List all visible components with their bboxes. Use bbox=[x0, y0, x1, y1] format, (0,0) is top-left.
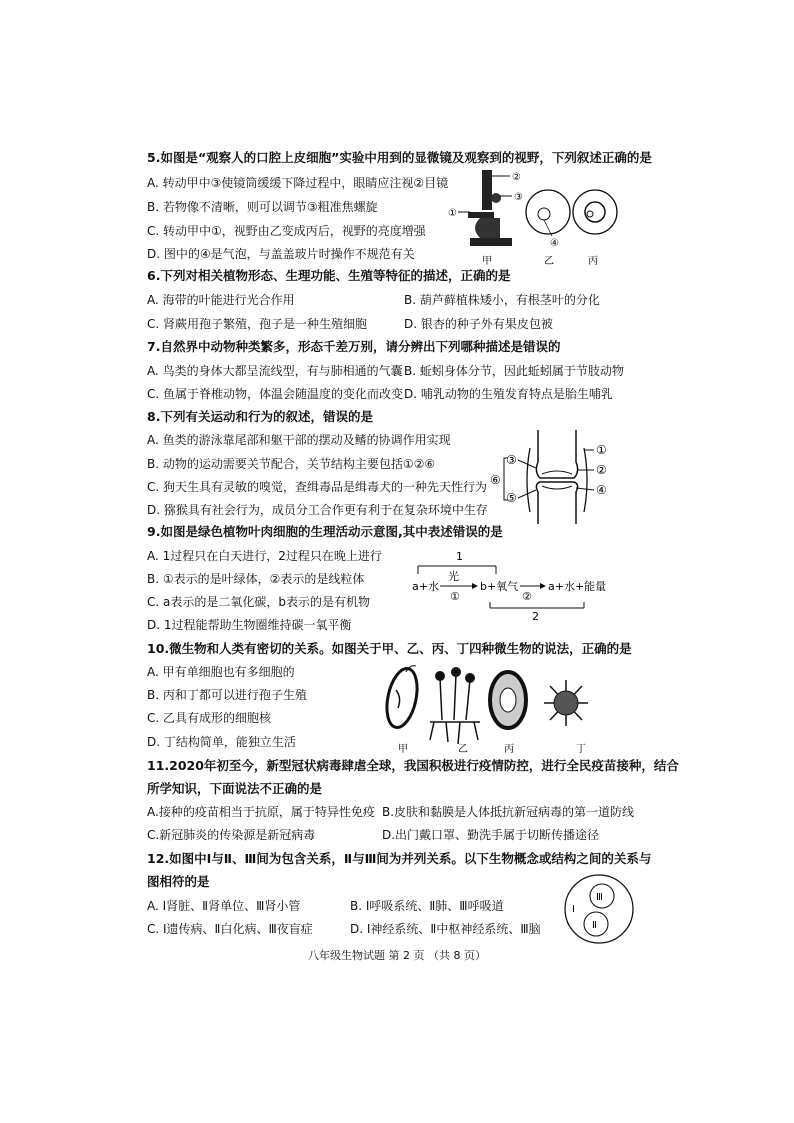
label-jia: 甲 bbox=[398, 744, 408, 755]
label-3: ③ bbox=[514, 192, 523, 203]
q9-option-a: A. 1过程只在白天进行，2过程只在晚上进行 bbox=[147, 549, 382, 563]
label-1: ① bbox=[448, 208, 457, 219]
lower-bone bbox=[536, 482, 577, 524]
microorganisms-figure bbox=[380, 660, 598, 756]
coarse-adjustment-knob bbox=[491, 193, 501, 203]
q10-option-a: A. 甲有单细胞也有多细胞的 bbox=[147, 665, 295, 679]
label-2: ② bbox=[512, 172, 521, 183]
q7-option-a: A. 鸟类的身体大都呈流线型，有与肺相通的气囊 bbox=[147, 364, 403, 378]
q12-stem-line2: 图相符的是 bbox=[147, 874, 210, 889]
joint-figure bbox=[488, 428, 618, 528]
microscope-tube bbox=[482, 170, 492, 210]
label-4: ④ bbox=[550, 238, 559, 249]
field-of-view-bing bbox=[573, 190, 617, 234]
q5-option-a: A. 转动甲中③使镜筒缓缓下降过程中，眼睛应注视②目镜 bbox=[147, 176, 449, 190]
q11-option-c: C.新冠肺炎的传染源是新冠病毒 bbox=[147, 828, 316, 842]
q9-option-c: C. a表示的是二氧化碳，b表示的是有机物 bbox=[147, 595, 370, 609]
q8-option-b: B. 动物的运动需要关节配合，关节结构主要包括①②⑥ bbox=[147, 457, 436, 471]
label-ding: 丁 bbox=[576, 744, 586, 755]
q6-option-c: C. 肾蕨用孢子繁殖，孢子是一种生殖细胞 bbox=[147, 317, 368, 331]
q8-option-a: A. 鱼类的游泳靠尾部和躯干部的摆动及鳍的协调作用实现 bbox=[147, 433, 451, 447]
organelle-1-label: ① bbox=[450, 590, 460, 603]
label-bing: 丙 bbox=[588, 256, 598, 267]
microscope-figure bbox=[440, 168, 620, 268]
q11-option-b: B.皮肤和黏膜是人体抵抗新冠病毒的第一道防线 bbox=[382, 805, 635, 819]
process-2-label: 2 bbox=[532, 610, 539, 623]
virus-capsid bbox=[554, 691, 578, 715]
q7-option-d: D. 哺乳动物的生殖发育特点是胎生哺乳 bbox=[404, 387, 613, 401]
q12-stem-line1: 12.如图中Ⅰ与Ⅱ、Ⅲ间为包含关系，Ⅱ与Ⅲ间为并列关系。以下生物概念或结构之间的关系与 bbox=[147, 851, 652, 866]
label-yi: 乙 bbox=[458, 744, 468, 755]
q8-option-c: C. 狗天生具有灵敏的嗅觉，查缉毒品是缉毒犬的一种先天性行为 bbox=[147, 480, 488, 494]
q9-option-b: B. ①表示的是叶绿体，②表示的是线粒体 bbox=[147, 572, 365, 586]
joint-capsule-right bbox=[584, 448, 587, 512]
mold-sporangium bbox=[435, 671, 445, 681]
bacterium-cell bbox=[382, 666, 422, 731]
q7-option-b: B. 蚯蚓身体分节，因此蚯蚓属于节肢动物 bbox=[404, 364, 624, 378]
q10-option-d: D. 丁结构简单，能独立生活 bbox=[147, 735, 296, 749]
photosynthesis-respiration-figure bbox=[408, 546, 607, 623]
label-1: ① bbox=[596, 443, 607, 457]
q10-option-b: B. 丙和丁都可以进行孢子生殖 bbox=[147, 688, 307, 702]
q12-option-d: D. Ⅰ神经系统、Ⅱ中枢神经系统、Ⅲ脑 bbox=[350, 922, 541, 936]
process-1-label: 1 bbox=[456, 550, 463, 563]
q8-option-d: D. 猕猴具有社会行为，成员分工合作更有利于在复杂环境中生存 bbox=[147, 503, 488, 517]
bubble-yi bbox=[538, 208, 550, 220]
q7-stem: 7.自然界中动物种类繁多，形态千差万别，请分辨出下列哪种描述是错误的 bbox=[147, 339, 561, 354]
mold-hyphae bbox=[430, 674, 480, 744]
q11-option-a: A.接种的疫苗相当于抗原，属于特异性免疫 bbox=[147, 805, 375, 819]
q5-option-d: D. 图中的④是气泡，与盖盖玻片时操作不规范有关 bbox=[147, 247, 415, 261]
label-yi: 乙 bbox=[544, 256, 554, 267]
q5-stem: 5.如图是“观察人的口腔上皮细胞”实验中用到的显微镜及观察到的视野，下列叙述正确的是 bbox=[147, 150, 652, 165]
products: a+水+能量 bbox=[548, 580, 607, 593]
light-label: 光 bbox=[448, 570, 459, 583]
q10-option-c: C. 乙具有成形的细胞核 bbox=[147, 711, 272, 725]
q6-option-b: B. 葫芦藓植株矮小，有根茎叶的分化 bbox=[404, 293, 600, 307]
q6-stem: 6.下列对相关植物形态、生理功能、生殖等特征的描述，正确的是 bbox=[147, 268, 511, 283]
q7-option-c: C. 鱼属于脊椎动物，体温会随温度的变化而改变 bbox=[147, 387, 404, 401]
venn-figure bbox=[562, 872, 636, 946]
intermediate: b+氧气 bbox=[480, 580, 519, 593]
microscope-base bbox=[470, 238, 512, 246]
organelle-2-label: ② bbox=[522, 590, 532, 603]
q8-stem: 8.下列有关运动和行为的叙述，错误的是 bbox=[147, 409, 373, 424]
label-6: ⑥ bbox=[490, 473, 501, 487]
q12-option-c: C. Ⅰ遗传病、Ⅱ白化病、Ⅲ夜盲症 bbox=[147, 922, 313, 936]
label-r2: Ⅱ bbox=[592, 920, 597, 931]
q11-stem-line1: 11.2020年初至今，新型冠状病毒肆虐全球，我国积极进行疫情防控，进行全民疫苗接种，结合 bbox=[147, 758, 679, 773]
q9-option-d: D. 1过程能帮助生物圈维持碳一氧平衡 bbox=[147, 618, 352, 632]
label-jia: 甲 bbox=[482, 256, 492, 267]
label-r1: Ⅰ bbox=[572, 904, 575, 915]
q5-option-b: B. 若物像不清晰，则可以调节③粗准焦螺旋 bbox=[147, 200, 378, 214]
q11-option-d: D.出门戴口罩、勤洗手属于切断传播途径 bbox=[382, 828, 600, 842]
q6-option-d: D. 银杏的种子外有果皮包被 bbox=[404, 317, 553, 331]
label-2: ② bbox=[596, 463, 607, 477]
label-3: ③ bbox=[506, 453, 517, 467]
microscope-arm bbox=[475, 218, 500, 238]
q9-stem: 9.如图是绿色植物叶肉细胞的生理活动示意图,其中表述错误的是 bbox=[147, 524, 503, 539]
reactants: a+水 bbox=[412, 580, 439, 593]
q11-stem-line2: 所学知识，下面说法不正确的是 bbox=[147, 781, 323, 796]
page-footer: 八年级生物试题 第 2 页 （共 8 页） bbox=[308, 949, 486, 962]
label-4: ④ bbox=[596, 483, 607, 497]
q12-option-b: B. Ⅰ呼吸系统、Ⅱ肺、Ⅲ呼吸道 bbox=[350, 899, 504, 913]
q5-option-c: C. 转动甲中①，视野由乙变成丙后，视野的亮度增强 bbox=[147, 224, 426, 238]
q6-option-a: A. 海带的叶能进行光合作用 bbox=[147, 293, 295, 307]
outer-circle bbox=[565, 875, 633, 943]
label-r3: Ⅲ bbox=[596, 892, 603, 903]
q10-stem: 10.微生物和人类有密切的关系。如图关于甲、乙、丙、丁四种微生物的说法，正确的是 bbox=[147, 641, 632, 656]
joint-capsule-left bbox=[527, 448, 530, 512]
label-5: ⑤ bbox=[506, 491, 517, 505]
label-bing: 丙 bbox=[504, 744, 514, 755]
q12-option-a: A. Ⅰ肾脏、Ⅱ肾单位、Ⅲ肾小管 bbox=[147, 899, 301, 913]
